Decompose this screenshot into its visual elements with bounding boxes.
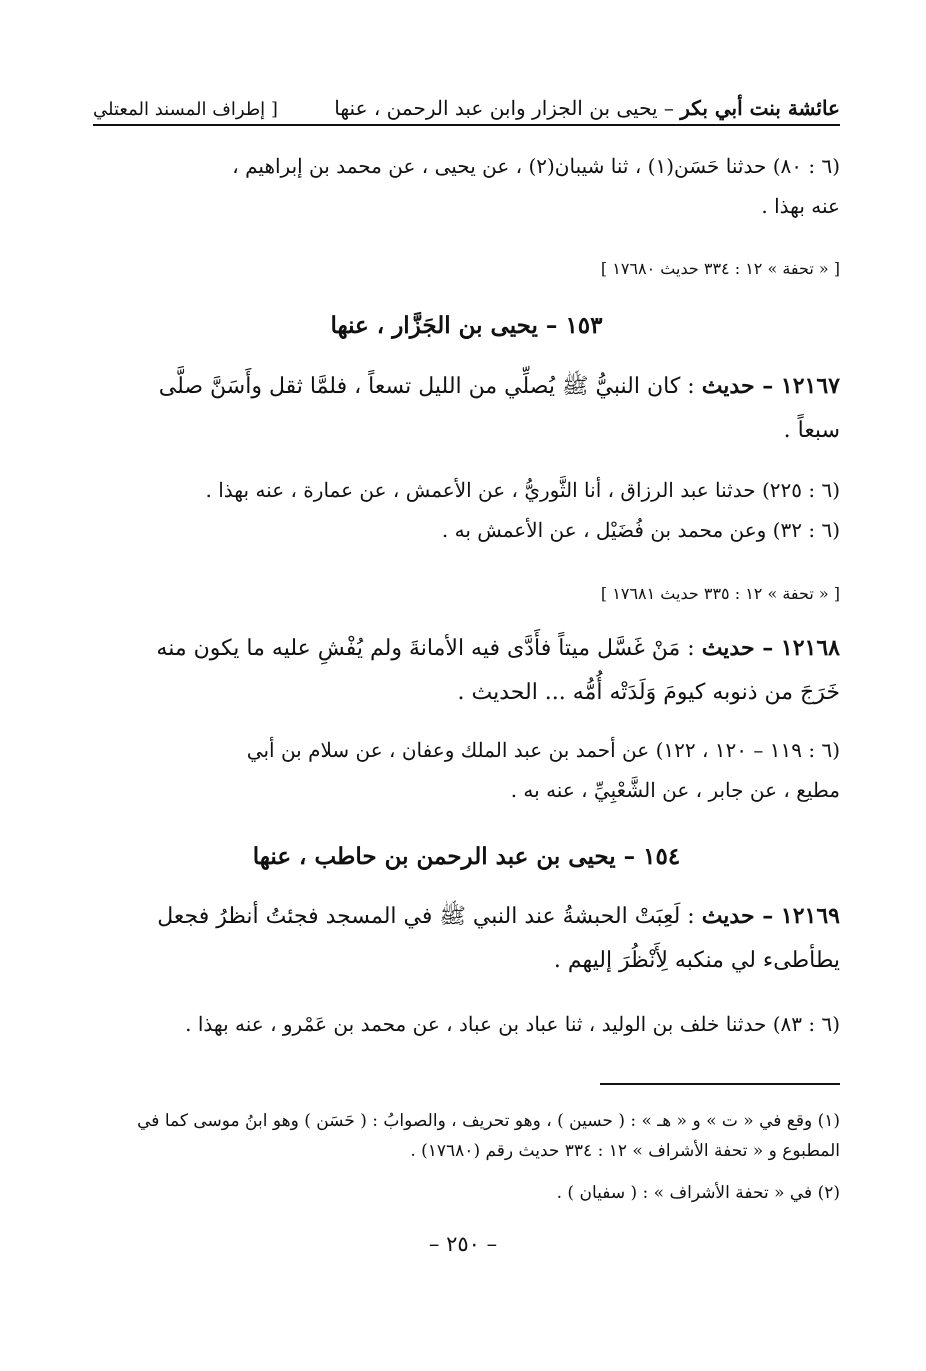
hadith-line: سبعاً . xyxy=(783,418,840,443)
hadith-text: : لَعِبَتْ الحبشةُ عند النبي ﷺ في المسجد فجئتُ أنظرُ فجعل xyxy=(157,904,702,929)
text-line: (٦ : ٣٢) وعن محمد بن فُضَيْل ، عن الأعمش به . xyxy=(441,518,840,542)
header-main-title: عائشة بنت أبي بكر xyxy=(680,96,840,120)
hadith-12169 xyxy=(93,894,840,983)
hadith-text: : مَنْ غَسَّل ميتاً فأَدَّى فيه الأمانةَ ولم يُفْشِ عليه ما يكون منه xyxy=(156,636,702,661)
header-title xyxy=(334,96,840,120)
footnote-line: المطبوع و « تحفة الأشراف » ١٢ : ٣٣٤ حديث رقم (١٧٦٨٠) . xyxy=(410,1141,840,1161)
hadith-number: ١٢١٦٩ – حديث xyxy=(701,903,840,929)
hadith-line: يطأطىء لي منكبه لِأَنْظُرَ إليهم . xyxy=(553,948,840,973)
running-header xyxy=(93,86,840,126)
chain-paragraph-4 xyxy=(93,1004,840,1044)
chain-paragraph-1 xyxy=(93,146,840,226)
chain-paragraph-3 xyxy=(93,730,840,810)
hadith-line xyxy=(93,364,840,409)
text-line: عنه بهذا . xyxy=(761,194,840,218)
text-line: (٦ : ٢٢٥) حدثنا عبد الرزاق ، أنا الثَّوريُّ ، عن الأعمش ، عن عمارة ، عنه بهذا . xyxy=(205,478,840,502)
footnote-2: (٢) في « تحفة الأشراف » : ( سفيان ) . xyxy=(556,1183,840,1203)
hadith-number: ١٢١٦٨ – حديث xyxy=(701,635,840,661)
chain-paragraph-2 xyxy=(93,470,840,550)
hadith-12167 xyxy=(93,364,840,453)
tuhfa-reference-1: [ « تحفة » ١٢ : ٣٣٤ حديث ١٧٦٨٠ ] xyxy=(600,259,840,278)
text-line: (٦ : ٨٠) حدثنا حَسَن(١) ، ثنا شيبان(٢) ، عن يحيى ، عن محمد بن إبراهيم ، xyxy=(232,154,840,178)
footnote-1 xyxy=(93,1106,840,1166)
section-heading-153: ١٥٣ – يحيى بن الجَزَّار ، عنها xyxy=(330,312,603,339)
hadith-number: ١٢١٦٧ – حديث xyxy=(701,373,840,399)
text-line: (٦ : ٨٣) حدثنا خلف بن الوليد ، ثنا عباد بن عباد ، عن محمد بن عَمْرو ، عنه بهذا . xyxy=(185,1012,840,1036)
page-number: – ٢٥٠ – xyxy=(428,1232,498,1256)
hadith-line: خَرَجَ من ذنوبه كيومَ وَلَدَتْه أُمُّه ... الحديث . xyxy=(457,680,840,705)
hadith-12168 xyxy=(93,626,840,715)
tuhfa-reference-2: [ « تحفة » ١٢ : ٣٣٥ حديث ١٧٦٨١ ] xyxy=(600,584,840,603)
section-heading-154: ١٥٤ – يحيى بن عبد الرحمن بن حاطب ، عنها xyxy=(252,843,681,870)
header-subtitle: – يحيى بن الجزار وابن عبد الرحمن ، عنها xyxy=(334,96,681,120)
hadith-line xyxy=(93,894,840,939)
text-line: (٦ : ١١٩ – ١٢٠ ، ١٢٢) عن أحمد بن عبد الملك وعفان ، عن سلام بن أبي xyxy=(246,738,840,762)
header-book-name: [ إطراف المسند المعتلي xyxy=(93,99,278,120)
hadith-line xyxy=(93,626,840,671)
footnote-divider xyxy=(600,1083,840,1085)
text-line: مطيع ، عن جابر ، عن الشَّعْبِيِّ ، عنه به . xyxy=(510,778,840,802)
footnote-line: (١) وقع في « ت » و « هـ » : ( حسين ) ، وهو تحريف ، والصوابُ : ( حَسَن ) وهو ابنُ موسى كما في xyxy=(137,1111,840,1131)
hadith-text: : كان النبيُّ ﷺ يُصلِّي من الليل تسعاً ، فلمَّا ثقل وأَسَنَّ صلَّى xyxy=(158,374,702,399)
